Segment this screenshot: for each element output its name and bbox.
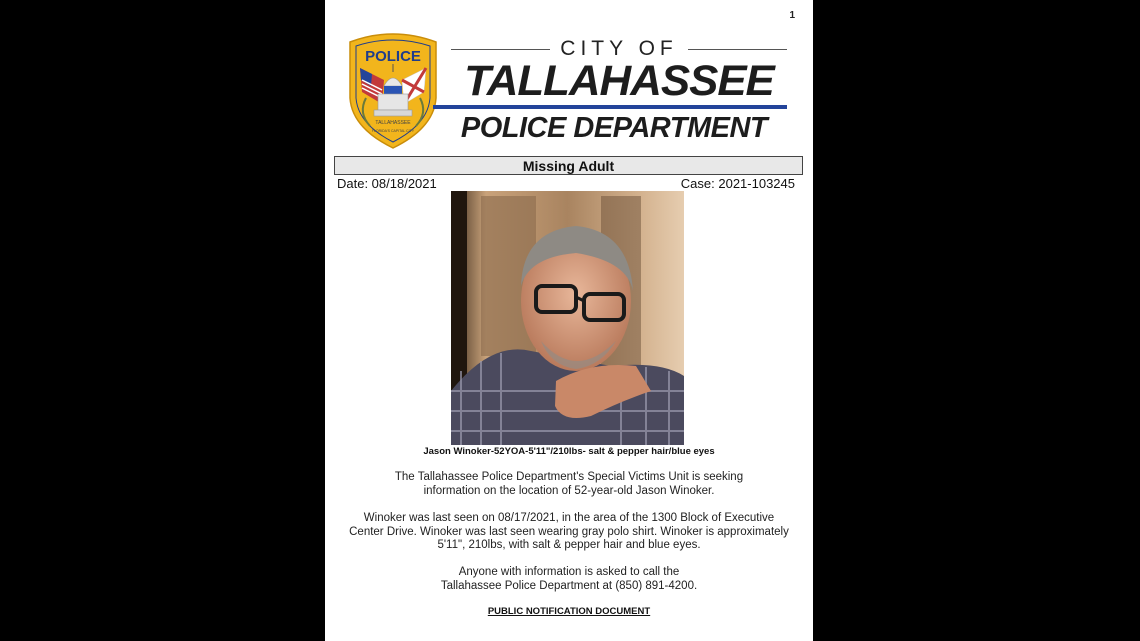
divider bbox=[451, 49, 550, 50]
police-badge-logo bbox=[344, 28, 442, 150]
paragraph-last-seen bbox=[325, 512, 813, 553]
page-number: 1 bbox=[789, 10, 795, 21]
paragraph-line: 5'11", 210lbs, with salt & pepper hair and blue eyes. bbox=[437, 539, 701, 551]
public-notification-label: PUBLIC NOTIFICATION DOCUMENT bbox=[487, 606, 651, 617]
date-label: Date: 08/18/2021 bbox=[337, 176, 437, 191]
blue-divider bbox=[433, 105, 787, 109]
photo-caption: Jason Winoker-52YOA-5'11"/210lbs- salt & pepper hair/blue eyes bbox=[423, 446, 715, 457]
document-title: Missing Adult bbox=[522, 157, 615, 174]
badge-police-text: POLICE bbox=[365, 48, 421, 65]
paragraph-line: information on the location of 52-year-old Jason Winoker. bbox=[423, 484, 715, 497]
missing-person-photo bbox=[451, 191, 684, 445]
document-title-bar bbox=[334, 156, 803, 175]
badge-seal-text: TALLAHASSEE bbox=[375, 120, 411, 126]
paragraph-contact bbox=[325, 566, 813, 593]
paragraph-intro bbox=[325, 471, 813, 498]
document-page bbox=[325, 0, 813, 641]
meta-row bbox=[337, 176, 795, 191]
paragraph-line: Anyone with information is asked to call the bbox=[458, 566, 680, 578]
city-name-heading: TALLAHASSEE bbox=[464, 57, 774, 105]
paragraph-line: The Tallahassee Police Department's Special Victims Unit is seeking bbox=[394, 471, 744, 483]
city-of-label: CITY OF bbox=[560, 37, 678, 60]
paragraph-line: Winoker was last seen on 08/17/2021, in the area of the 1300 Block of Executive bbox=[363, 512, 775, 524]
case-number-label: Case: 2021-103245 bbox=[680, 176, 795, 191]
paragraph-line: Center Drive. Winoker was last seen wearing gray polo shirt. Winoker is approximately bbox=[349, 525, 789, 538]
department-heading: POLICE DEPARTMENT bbox=[460, 112, 768, 144]
paragraph-line: Tallahassee Police Department at (850) 891-4200. bbox=[440, 579, 698, 592]
divider bbox=[688, 49, 787, 50]
badge-seal-subtext: FLORIDA'S CAPITAL CITY bbox=[371, 129, 415, 133]
